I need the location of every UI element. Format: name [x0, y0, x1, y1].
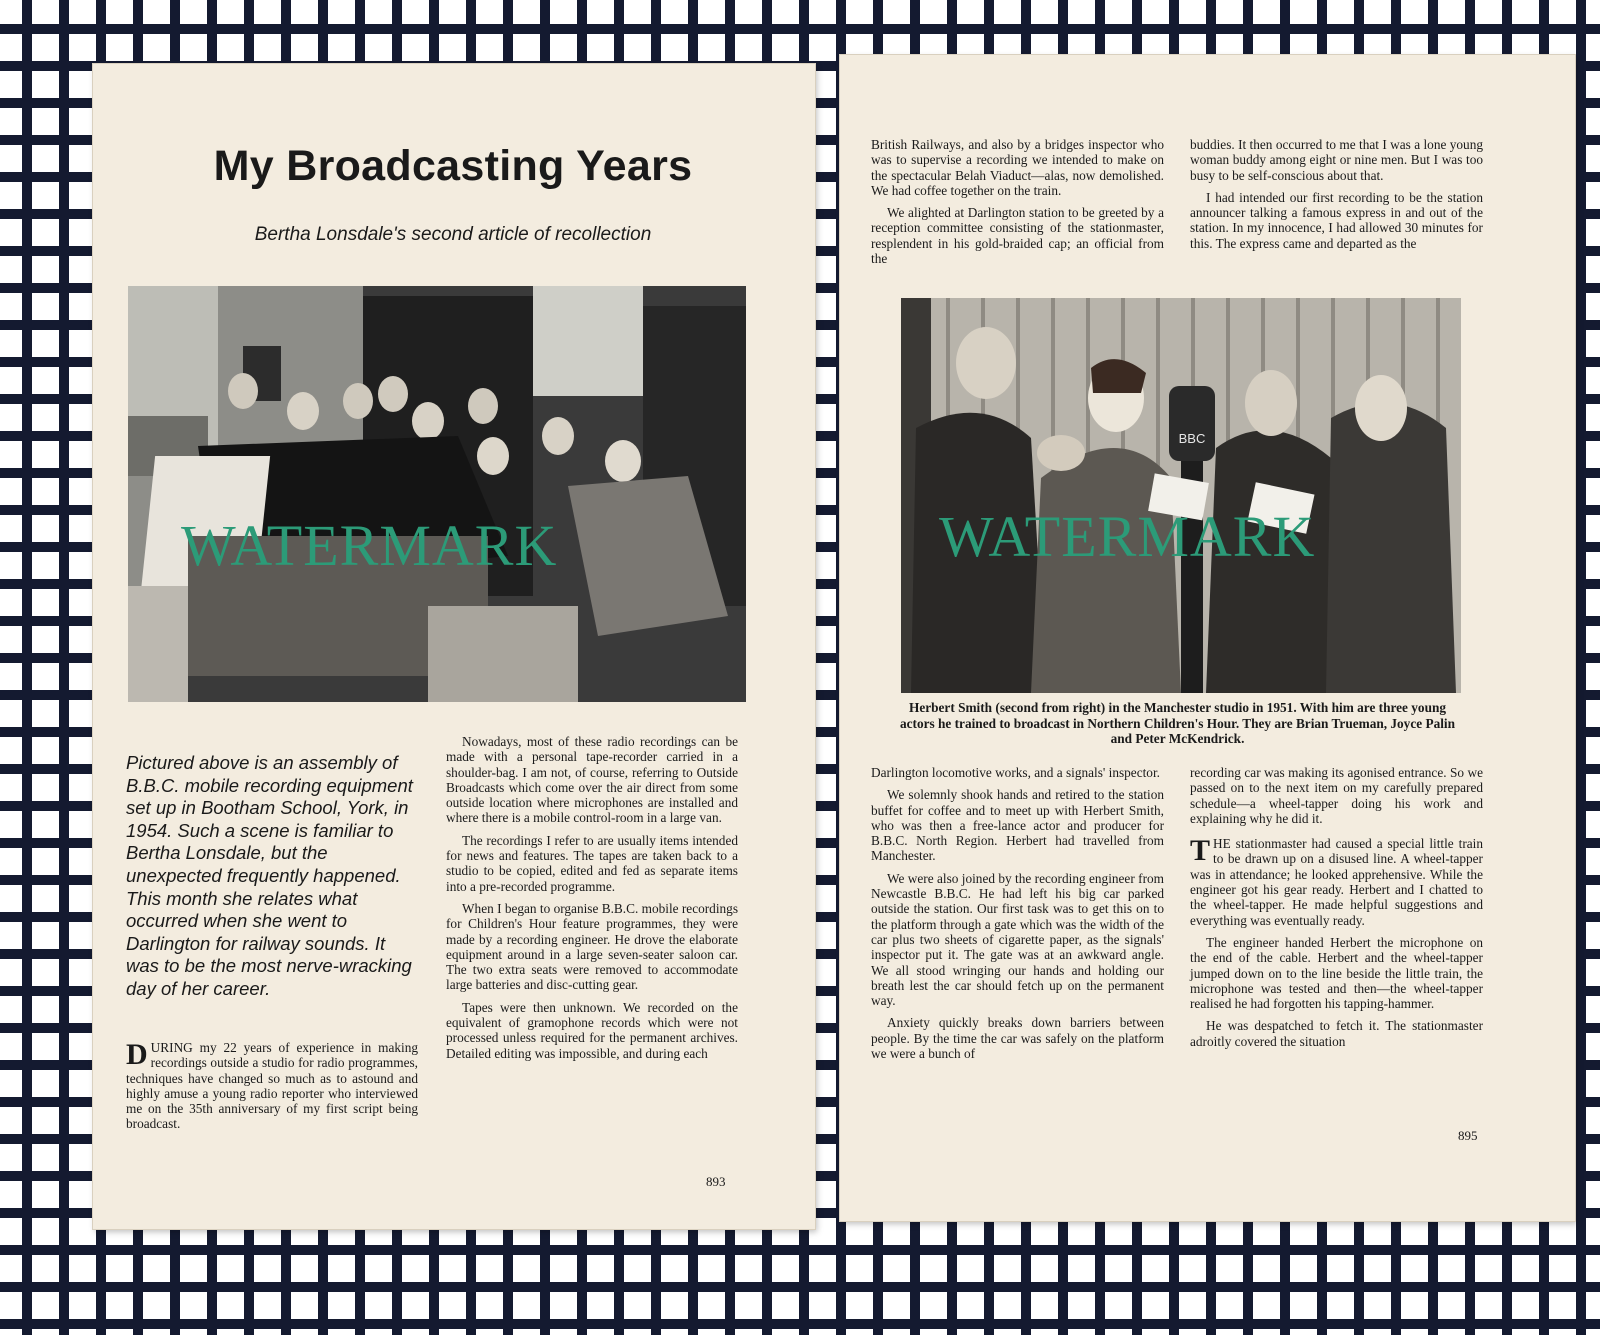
bottom-column-2 — [1190, 765, 1483, 1056]
body-column-2 — [446, 734, 738, 1068]
paragraph: He was despatched to fetch it. The stationmaster adroitly covered the situation — [1190, 1018, 1483, 1049]
paragraph: The recordings I refer to are usually items intended for news and features. The tapes are taken back to a studio to be copied, edited and fed as separate items into a pre-recorded programme. — [446, 832, 738, 894]
manchester-studio-photo — [901, 298, 1461, 693]
paragraph: Tapes were then unknown. We recorded on the equivalent of gramophone records which were not processed unless required for the permanent archives. Detailed editing was impossible, and during each — [446, 999, 738, 1061]
watermark-right: WATERMARK — [939, 504, 1316, 569]
page-number: 895 — [1458, 1128, 1478, 1143]
paragraph: I had intended our first recording to be the station announcer talking a famous express in and out of the station. In my innocence, I had allowed 30 minutes for this. The express came and departed as the — [1190, 189, 1483, 251]
top-column-2 — [1190, 137, 1483, 258]
page-number: 893 — [706, 1174, 726, 1189]
paragraph: buddies. It then occurred to me that I was a lone young woman buddy among eight or nine men. But I was too busy to be self-conscious about that. — [1190, 137, 1483, 183]
article-subtitle: Bertha Lonsdale's second article of recollection — [254, 224, 652, 245]
paragraph: Anxiety quickly breaks down barriers between people. By the time the car was safely on the platform we were a bunch of — [871, 1015, 1164, 1062]
section-opening-paragraph: THE stationmaster had caused a special little train to be drawn up on a disused line. A wheel-tapper was in attendance; he looked apprehensive. While the engineer got his gear ready. Herbert and I chatted to the wheel-tapper. He made helpful suggestions and everything was eventually ready. — [1190, 834, 1483, 928]
bottom-column-1 — [871, 765, 1164, 1068]
paragraph: British Railways, and also by a bridges inspector who was to supervise a recording we intended to make on the spectacular Belah Viaduct—alas, now demolished. We had coffee together on the train. — [871, 137, 1164, 198]
paragraph: recording car was making its agonised entrance. So we passed on to the next item on my carefully prepared schedule—a wheel-tapper doing his work and explaining why he did it. — [1190, 765, 1483, 826]
drop-cap: D — [126, 1038, 148, 1071]
paragraph: We were also joined by the recording engineer from Newcastle B.B.C. He had left his big car parked outside the station. Our first task was to get this on to the platform through a gate which was the width of the car plus two sheets of cigarette paper, as the signals' inspector put it. The gate was at an awkward angle. We all stood wringing our hands and holding our breath lest the car should fetch up on the permanent way. — [871, 870, 1164, 1009]
left-page — [93, 64, 815, 1229]
bbc-microphone-label: BBC — [1178, 431, 1206, 446]
paragraph: We solemnly shook hands and retired to the station buffet for coffee and to meet up with Herbert Smith, who was then a free-lance actor and producer for B.B.C. North Region. Herbert had travelled from Manchester. — [871, 787, 1164, 864]
paragraph: Darlington locomotive works, and a signals' inspector. — [871, 765, 1160, 780]
paragraph: The engineer handed Herbert the microphone on the end of the cable. Herbert and the wheel-tapper jumped down on to the line beside the little train, the microphone was tested and then—the wheel-tapper realised he had forgotten his tapping-hammer. — [1190, 934, 1483, 1012]
right-page — [840, 55, 1575, 1221]
drop-cap: T — [1190, 834, 1211, 868]
top-column-1 — [871, 137, 1164, 273]
watermark-left: WATERMARK — [181, 513, 558, 578]
recording-equipment-photo — [128, 286, 746, 702]
body-column-1 — [126, 1040, 418, 1139]
photo-caption: Herbert Smith (second from right) in the Manchester studio in 1951. With him are three young actors he trained to broadcast in Northern Children's Hour. They are Brian Trueman, Joyce Palin and Peter McKendrick. — [899, 700, 1456, 746]
opening-paragraph: DURING my 22 years of experience in making recordings outside a studio for radio programmes, techniques have changed so much as to astound and highly amuse a young radio reporter who interviewed me on the 35th anniversary of my first script being broadcast. — [126, 1038, 418, 1132]
paragraph: Nowadays, most of these radio recordings can be made with a personal tape-recorder carried in a shoulder-bag. I am not, of course, referring to Outside Broadcasts which come over the air direct from some outside location where microphones are installed and where there is a mobile control-room in a large van. — [446, 734, 738, 826]
paragraph: We alighted at Darlington station to be greeted by a reception committee consisting of the stationmaster, resplendent in his gold-braided cap; an official from the — [871, 205, 1164, 267]
paragraph: When I began to organise B.B.C. mobile recordings for Children's Hour feature programmes, they were made by a recording engineer. He drove the elaborate equipment around in a large seven-seater saloon car. The two extra seats were removed to accommodate large batteries and disc-cutting gear. — [446, 900, 738, 993]
intro-paragraph: Pictured above is an assembly of B.B.C. mobile recording equipment set up in Bootham School, York, in 1954. Such a scene is familiar to Bertha Lonsdale, but the unexpected frequently happened. This month she relates what occurred when she went to Darlington for railway sounds. It was to be the most nerve-wracking day of her career. — [126, 752, 413, 999]
article-title: My Broadcasting Years — [213, 142, 693, 190]
